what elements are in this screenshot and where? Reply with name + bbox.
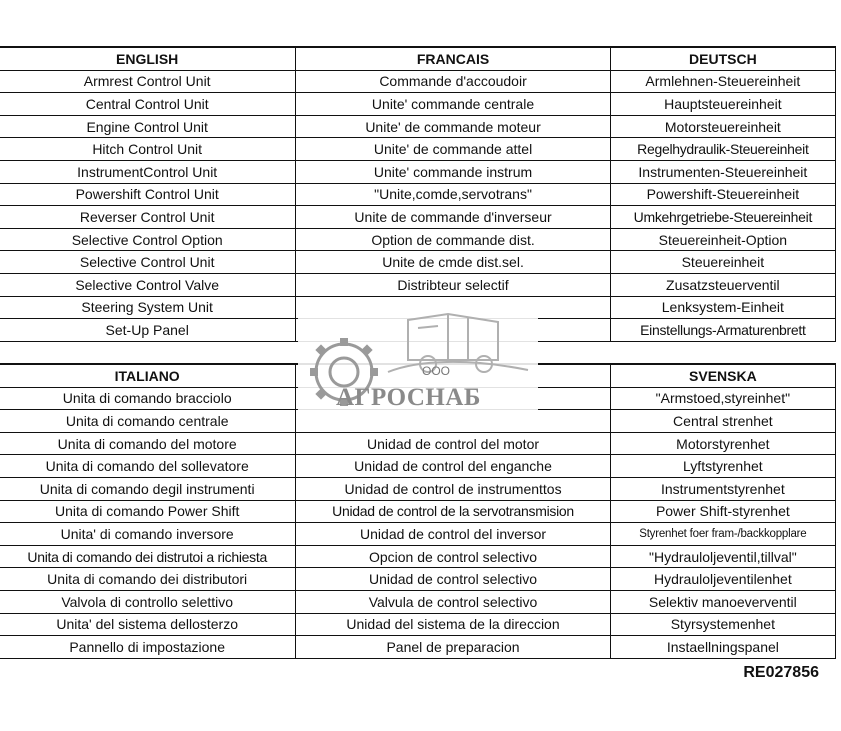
cell-english: Powershift Control Unit (0, 183, 296, 206)
cell-espanol: Valvula de control selectivo (296, 590, 610, 613)
cell-svenska: Selektiv manoeverventil (610, 590, 835, 613)
cell-english: Hitch Control Unit (0, 138, 296, 161)
table-row (0, 477, 836, 500)
cell-espanol: Unidad de control del enganche (296, 455, 610, 478)
header-italiano: ITALIANO (0, 364, 296, 387)
cell-svenska: Power Shift-styrenhet (610, 500, 835, 523)
cell-svenska: Motorstyrenhet (610, 432, 835, 455)
cell-deutsch: Umkehrgetriebe-Steuereinheit (610, 206, 835, 229)
cell-english: Steering System Unit (0, 296, 296, 319)
cell-italiano: Unita di comando dei distrutoi a richiesta (0, 545, 296, 568)
table-row (0, 183, 836, 206)
cell-italiano: Unita di comando centrale (0, 410, 296, 433)
cell-italiano: Unita' del sistema dellosterzo (0, 613, 296, 636)
table-row (0, 455, 836, 478)
cell-deutsch: Zusatzsteuerventil (610, 273, 835, 296)
header-francais: FRANCAIS (296, 47, 610, 70)
cell-english: Selective Control Unit (0, 251, 296, 274)
cell-francais: Unite de cmde dist.sel. (296, 251, 610, 274)
cell-italiano: Unita di comando degil instrumenti (0, 477, 296, 500)
table-row (0, 206, 836, 229)
cell-espanol: Panel de preparacion (296, 636, 610, 659)
header-svenska: SVENSKA (610, 364, 835, 387)
cell-deutsch: Instrumenten-Steuereinheit (610, 160, 835, 183)
cell-deutsch: Motorsteuereinheit (610, 115, 835, 138)
cell-svenska: "Hydrauloljeventil,tillval" (610, 545, 835, 568)
cell-svenska: Styrenhet foer fram-/backkopplare (610, 523, 835, 546)
cell-francais: Unite' commande instrum (296, 160, 610, 183)
cell-svenska: Central strenhet (610, 410, 835, 433)
cell-espanol: Unidad de control del motor (296, 432, 610, 455)
watermark-logo (298, 300, 538, 426)
table-row (0, 432, 836, 455)
table-row (0, 636, 836, 659)
cell-svenska: Instaellningspanel (610, 636, 835, 659)
cell-francais: Unite de commande d'inverseur (296, 206, 610, 229)
cell-italiano: Unita di comando Power Shift (0, 500, 296, 523)
cell-espanol: Unidad de control selectivo (296, 568, 610, 591)
cell-svenska: "Armstoed,styreinhet" (610, 387, 835, 410)
cell-english: Armrest Control Unit (0, 70, 296, 93)
cell-svenska: Hydrauloljeventilenhet (610, 568, 835, 591)
table-row (0, 251, 836, 274)
cell-deutsch: Steuereinheit-Option (610, 228, 835, 251)
cell-francais: Unite' de commande moteur (296, 115, 610, 138)
cell-deutsch: Steuereinheit (610, 251, 835, 274)
cell-espanol: Unidad del sistema de la direccion (296, 613, 610, 636)
cell-svenska: Instrumentstyrenhet (610, 477, 835, 500)
cell-italiano: Unita' di comando inversore (0, 523, 296, 546)
cell-deutsch: Regelhydraulik-Steuereinheit (610, 138, 835, 161)
table-row (0, 613, 836, 636)
table-row (0, 93, 836, 116)
table-row (0, 115, 836, 138)
cell-deutsch: Armlehnen-Steuereinheit (610, 70, 835, 93)
cell-espanol: Unidad de control del inversor (296, 523, 610, 546)
header-deutsch: DEUTSCH (610, 47, 835, 70)
cell-deutsch: Einstellungs-Armaturenbrett (610, 319, 835, 342)
table-row (0, 500, 836, 523)
document-reference-number: RE027856 (743, 664, 819, 681)
cell-english: Selective Control Option (0, 228, 296, 251)
table-row (0, 523, 836, 546)
header-english: ENGLISH (0, 47, 296, 70)
cell-francais: Distribteur selectif (296, 273, 610, 296)
cell-italiano: Valvola di controllo selettivo (0, 590, 296, 613)
cell-english: Engine Control Unit (0, 115, 296, 138)
cell-francais: Unite' de commande attel (296, 138, 610, 161)
cell-deutsch: Powershift-Steuereinheit (610, 183, 835, 206)
translation-table-1 (0, 46, 836, 342)
cell-english: Selective Control Valve (0, 273, 296, 296)
cell-deutsch: Hauptsteuereinheit (610, 93, 835, 116)
table-row (0, 273, 836, 296)
cell-italiano: Unita di comando del sollevatore (0, 455, 296, 478)
cell-francais: Commande d'accoudoir (296, 70, 610, 93)
table-row (0, 228, 836, 251)
table-row (0, 545, 836, 568)
cell-svenska: Styrsystemenhet (610, 613, 835, 636)
table-row (0, 590, 836, 613)
table-row (0, 138, 836, 161)
cell-francais: Unite' commande centrale (296, 93, 610, 116)
cell-francais: Option de commande dist. (296, 228, 610, 251)
watermark-brand-text: АГРОСНАБ (336, 384, 481, 411)
cell-deutsch: Lenksystem-Einheit (610, 296, 835, 319)
table-row (0, 160, 836, 183)
cell-english: Central Control Unit (0, 93, 296, 116)
cell-espanol: Unidad de control de la servotransmision (296, 500, 610, 523)
cell-italiano: Unita di comando dei distributori (0, 568, 296, 591)
cell-espanol: Unidad de control de instrumenttos (296, 477, 610, 500)
table-row (0, 568, 836, 591)
cell-english: Set-Up Panel (0, 319, 296, 342)
cell-italiano: Pannello di impostazione (0, 636, 296, 659)
cell-italiano: Unita di comando del motore (0, 432, 296, 455)
cell-espanol: Opcion de control selectivo (296, 545, 610, 568)
watermark-small-text: ООО (422, 364, 451, 378)
table-row (0, 70, 836, 93)
cell-english: InstrumentControl Unit (0, 160, 296, 183)
cell-svenska: Lyftstyrenhet (610, 455, 835, 478)
cell-francais: "Unite,comde,servotrans" (296, 183, 610, 206)
cell-english: Reverser Control Unit (0, 206, 296, 229)
cell-italiano: Unita di comando bracciolo (0, 387, 296, 410)
